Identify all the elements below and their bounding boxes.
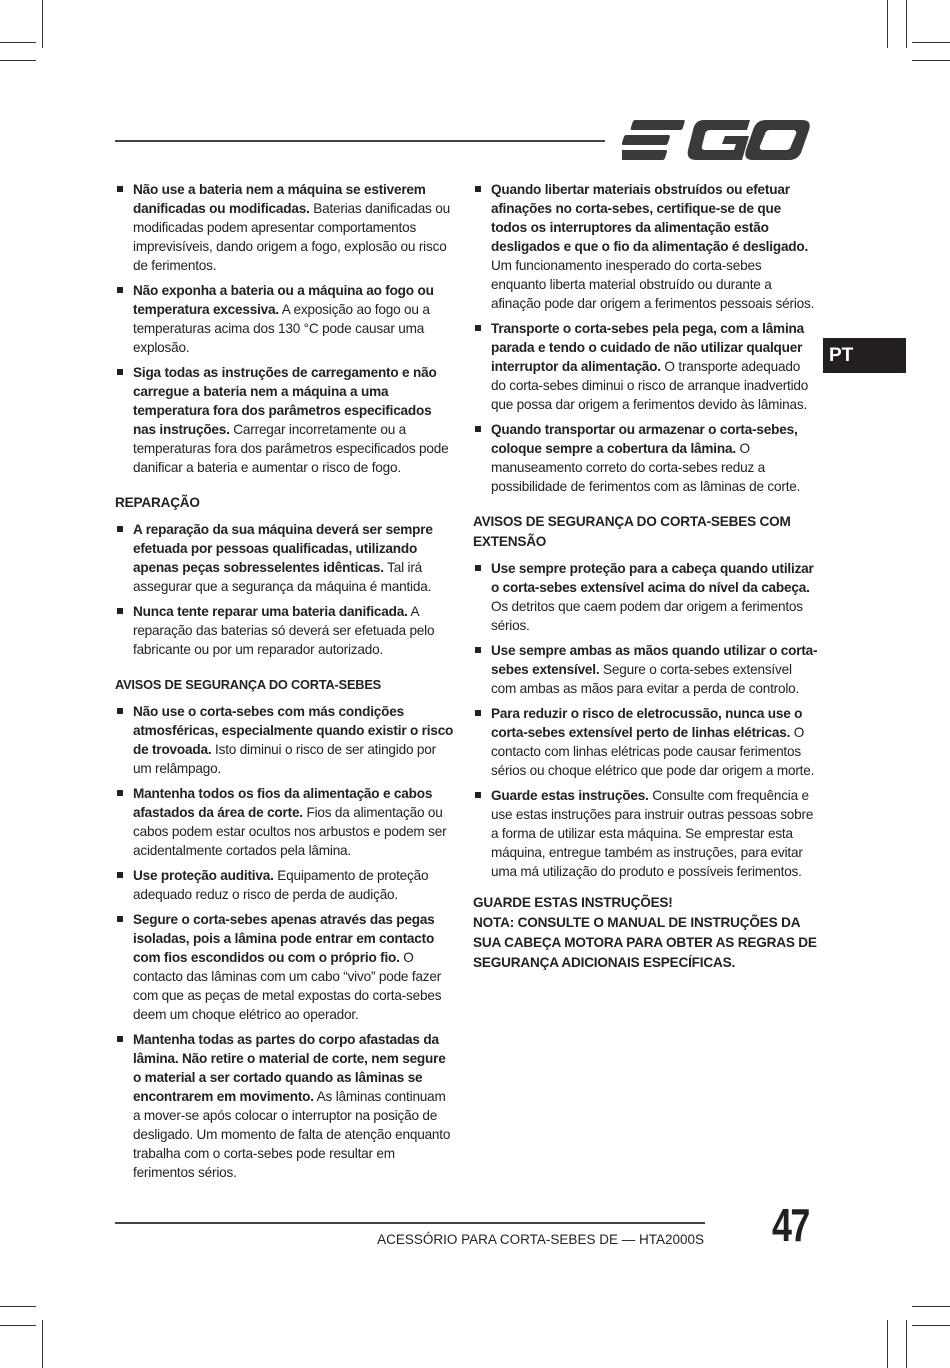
- language-tab: PT: [823, 338, 906, 373]
- item-bold: A reparação da sua máquina deverá ser sempre efetuada por pessoas qualificadas, utilizando apenas peças sobresselentes idênticas.: [133, 522, 433, 575]
- crop-mark: [912, 1306, 950, 1307]
- item-text: Segure o corta-sebes extensível com ambas as mãos para evitar a perda de controlo.: [491, 662, 800, 696]
- item-bold: Guarde estas instruções.: [491, 788, 649, 803]
- item-bold: Não use o corta-sebes com más condições atmosféricas, especialmente quando existir o risco de trovoada.: [133, 704, 454, 757]
- hedge-trimmer-list: [473, 180, 818, 496]
- list-item: [115, 363, 455, 477]
- item-bold: Mantenha todas as partes do corpo afastadas da lâmina. Não retire o material de corte, nem segure o material a ser cortado quando as lâminas se encontrarem em movimento.: [133, 1032, 446, 1104]
- footer-rule: [115, 1222, 705, 1224]
- ego-logo: [622, 118, 810, 162]
- list-item: [115, 702, 455, 778]
- item-bold: Nunca tente reparar uma bateria danificada.: [133, 604, 408, 619]
- bullet-icon: [475, 325, 481, 331]
- list-item: [115, 784, 455, 860]
- bullet-icon: [117, 1036, 123, 1042]
- item-bold: Use sempre ambas as mãos quando utilizar o corta-sebes extensível.: [491, 643, 818, 677]
- bullet-icon: [117, 369, 123, 375]
- item-text: Consulte com frequência e use estas instruções para instruir outras pessoas sobre a forma de utilizar esta máquina. Se emprestar esta máquina, entregue também as instruções, para evitar uma má utilização do produto e possíveis ferimentos.: [491, 788, 814, 879]
- bullet-icon: [475, 710, 481, 716]
- list-item: [115, 602, 455, 659]
- list-item: [115, 1030, 455, 1182]
- crop-mark: [0, 1325, 36, 1326]
- note-line: NOTA: CONSULTE O MANUAL DE INSTRUÇÕES DA SUA CABEÇA MOTORA PARA OBTER AS REGRAS DE SEGURANÇA ADICIONAIS ESPECÍFICAS.: [473, 915, 817, 970]
- crop-mark: [912, 1325, 950, 1326]
- bullet-icon: [475, 186, 481, 192]
- list-item: [115, 281, 455, 357]
- item-bold: Quando libertar materiais obstruídos ou efetuar afinações no corta-sebes, certifique-se de que todos os interruptores da alimentação estão desligados e que o fio da alimentação é desligado.: [491, 182, 809, 254]
- item-text: Tal irá assegurar que a segurança da máquina é mantida.: [133, 560, 432, 594]
- item-text: Os detritos que caem podem dar origem a ferimentos sérios.: [491, 599, 803, 633]
- extension-list: [473, 559, 818, 881]
- list-item: [473, 641, 818, 698]
- crop-mark: [887, 1320, 888, 1368]
- bullet-icon: [117, 608, 123, 614]
- item-text: O manuseamento correto do corta-sebes reduz a possibilidade de ferimentos com as lâminas de corte.: [491, 441, 801, 494]
- footer-title: ACESSÓRIO PARA CORTA-SEBES DE — HTA2000S: [377, 1232, 704, 1247]
- list-item: [473, 319, 818, 414]
- item-text: Fios da alimentação ou cabos podem estar ocultos nos arbustos e podem ser acidentalmente cortados pela lâmina.: [133, 805, 447, 858]
- crop-mark: [42, 0, 43, 48]
- bullet-icon: [117, 526, 123, 532]
- item-bold: Para reduzir o risco de eletrocussão, nunca use o corta-sebes extensível perto de linhas elétricas.: [491, 706, 803, 740]
- crop-mark: [906, 0, 907, 48]
- bullet-icon: [117, 287, 123, 293]
- page-number: 47: [772, 1199, 809, 1251]
- item-text: A reparação das baterias só deverá ser efetuada pelo fabricante ou por um reparador autorizado.: [133, 604, 435, 657]
- list-item: [473, 559, 818, 635]
- item-text: Um funcionamento inesperado do corta-sebes enquanto liberta material obstruído ou durante a afinação pode dar origem a ferimentos pessoais sérios.: [491, 258, 815, 311]
- item-bold: Use sempre proteção para a cabeça quando utilizar o corta-sebes extensível acima do nível da cabeça.: [491, 561, 814, 595]
- item-bold: Segure o corta-sebes apenas através das pegas isoladas, pois a lâmina pode entrar em contacto com fios escondidos ou com o próprio fio.: [133, 912, 435, 965]
- bullet-icon: [475, 792, 481, 798]
- bullet-icon: [117, 708, 123, 714]
- crop-mark: [0, 60, 36, 61]
- item-text: Baterias danificadas ou modificadas podem apresentar comportamentos imprevisíveis, dando origem a fogo, explosão ou risco de ferimentos.: [133, 201, 450, 273]
- item-bold: Use proteção auditiva.: [133, 868, 274, 883]
- bullet-icon: [117, 872, 123, 878]
- header-rule: [115, 140, 605, 142]
- extension-heading: AVISOS DE SEGURANÇA DO CORTA-SEBES COM EXTENSÃO: [473, 514, 791, 549]
- item-bold: Não exponha a bateria ou a máquina ao fogo ou temperatura excessiva.: [133, 283, 434, 317]
- list-item: [115, 520, 455, 596]
- crop-mark: [0, 42, 36, 43]
- item-text: O transporte adequado do corta-sebes diminui o risco de arranque inadvertido que possa dar origem a ferimentos devido às lâminas.: [491, 359, 809, 412]
- item-text: As lâminas continuam a mover-se após colocar o interruptor na posição de desligado. Um momento de falta de atenção enquanto trabalha com o corta-sebes pode resultar em ferimentos sérios.: [133, 1089, 451, 1180]
- crop-mark: [912, 42, 950, 43]
- bullet-icon: [117, 790, 123, 796]
- item-text: Carregar incorretamente ou a temperaturas fora dos parâmetros especificados pode danificar a bateria e aumentar o risco de fogo.: [133, 422, 449, 475]
- left-column: [115, 180, 455, 1188]
- list-item: [115, 180, 455, 275]
- item-text: O contacto das lâminas com um cabo “vivo” pode fazer com que as peças de metal expostas do corta-sebes deem um choque elétrico ao operador.: [133, 950, 442, 1022]
- item-text: Isto diminui o risco de ser atingido por um relâmpago.: [133, 742, 436, 776]
- bullet-icon: [117, 916, 123, 922]
- item-bold: Siga todas as instruções de carregamento e não carregue a bateria nem a máquina a uma temperatura fora dos parâmetros especificados nas instruções.: [133, 365, 437, 437]
- battery-list: [115, 180, 455, 477]
- bullet-icon: [475, 647, 481, 653]
- repair-heading: REPARAÇÃO: [115, 495, 200, 510]
- bullet-icon: [475, 565, 481, 571]
- crop-mark: [887, 0, 888, 48]
- save-instructions-line: GUARDE ESTAS INSTRUÇÕES!: [473, 895, 673, 910]
- repair-list: [115, 520, 455, 659]
- item-bold: Quando transportar ou armazenar o corta-sebes, coloque sempre a cobertura da lâmina.: [491, 422, 798, 456]
- crop-mark: [0, 1306, 36, 1307]
- safety-heading: AVISOS DE SEGURANÇA DO CORTA-SEBES: [115, 677, 381, 692]
- list-item: [473, 180, 818, 313]
- bullet-icon: [475, 426, 481, 432]
- crop-mark: [42, 1320, 43, 1368]
- crop-mark: [912, 60, 950, 61]
- item-text: O contacto com linhas elétricas pode causar ferimentos sérios ou choque elétrico que pode dar origem a morte.: [491, 725, 815, 778]
- list-item: [115, 866, 455, 904]
- right-column: [473, 180, 818, 973]
- item-text: Equipamento de proteção adequado reduz o risco de perda de audição.: [133, 868, 429, 902]
- list-item: [115, 910, 455, 1024]
- item-text: A exposição ao fogo ou a temperaturas acima dos 130 °C pode causar uma explosão.: [133, 302, 430, 355]
- safety-list: [115, 702, 455, 1182]
- final-note: [473, 893, 818, 973]
- item-bold: Transporte o corta-sebes pela pega, com a lâmina parada e tendo o cuidado de não utilizar qualquer interruptor da alimentação.: [491, 321, 804, 374]
- item-bold: Mantenha todos os fios da alimentação e cabos afastados da área de corte.: [133, 786, 433, 820]
- list-item: [473, 420, 818, 496]
- list-item: [473, 704, 818, 780]
- crop-mark: [906, 1320, 907, 1368]
- item-bold: Não use a bateria nem a máquina se estiverem danificadas ou modificadas.: [133, 182, 426, 216]
- list-item: [473, 786, 818, 881]
- bullet-icon: [117, 186, 123, 192]
